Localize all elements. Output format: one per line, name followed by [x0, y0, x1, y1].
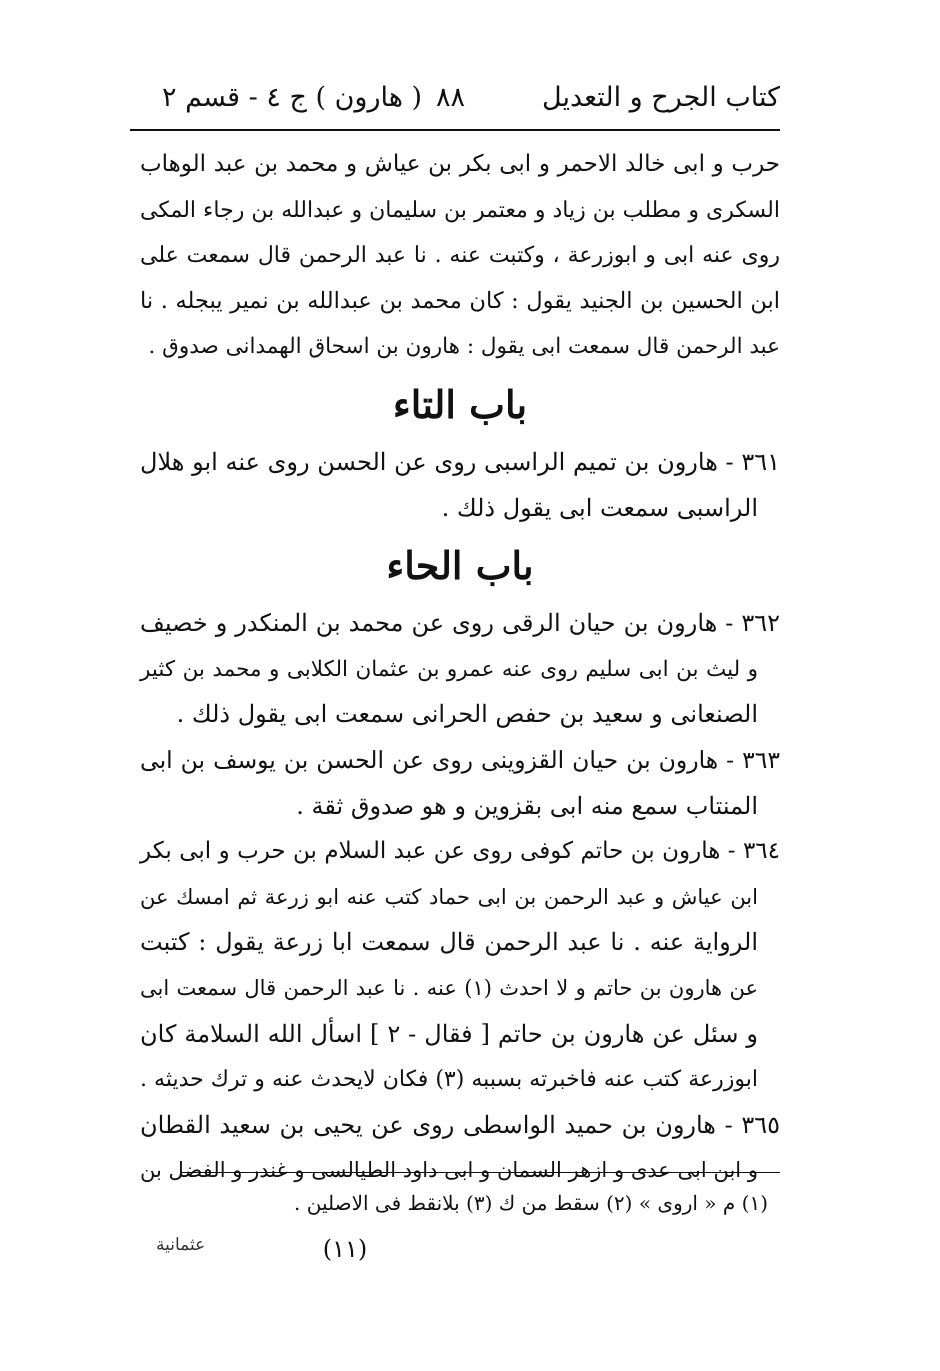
text-line: الرواية عنه . نا عبد الرحمن قال سمعت ابا زرعة يقول : كتبت: [140, 928, 758, 957]
text-line: ابن عياش و عبد الرحمن بن ابى حماد كتب عنه ابو زرعة ثم امسك عن: [140, 884, 758, 909]
entry-365: ٣٦٥ - هارون بن حميد الواسطى روى عن يحيى بن سعيد القطان: [140, 1110, 780, 1139]
entry-364: ٣٦٤ - هارون بن حاتم كوفى روى عن عبد السلام بن حرب و ابى بكر: [140, 838, 780, 865]
entry-362: ٣٦٢ - هارون بن حيان الرقى روى عن محمد بن المنكدر و خصيف: [140, 609, 780, 638]
footnote: (١) م « اروى » (٢) سقط من ك (٣) بلانقط فى الاصلين .: [294, 1191, 768, 1215]
text-line: السكرى و مطلب بن زياد و معتمر بن سليمان و عبدالله بن رجاء المكى: [140, 197, 780, 223]
chapter-heading: باب التاء: [392, 381, 528, 427]
signature-mark: (١١): [322, 1235, 368, 1263]
text-line: و سئل عن هارون بن حاتم [ فقال - ٢ ] اسأل الله السلامة كان: [140, 1019, 758, 1048]
text-line: حرب و ابى خالد الاحمر و ابى بكر بن عياش و محمد بن عبد الوهاب: [140, 151, 780, 177]
entry-363: ٣٦٣ - هارون بن حيان القزوينى روى عن الحسن بن يوسف بن ابى: [140, 745, 780, 774]
book-title: كتاب الجرح و التعديل: [542, 82, 780, 113]
text-line: الراسبى سمعت ابى يقول ذلك .: [441, 493, 758, 522]
text-line: عن هارون بن حاتم و لا احدث (١) عنه . نا عبد الرحمن قال سمعت ابى: [140, 975, 758, 1000]
text-line: و ليث بن ابى سليم روى عنه عمرو بن عثمان الكلابى و محمد بن كثير: [140, 656, 758, 682]
library-stamp: عثمانية: [156, 1235, 206, 1255]
main-text: [140, 142, 780, 1194]
running-header: [150, 76, 780, 120]
chapter-heading: باب الحاء: [386, 543, 534, 589]
footnote-rule: [180, 1172, 780, 1173]
text-line: و ابن ابى عدى و ازهر السمان و ابى داود الطيالسى و غندر و الفضل بن: [140, 1158, 758, 1183]
header-rule: [130, 129, 780, 131]
text-line: الصنعانى و سعيد بن حفص الحرانى سمعت ابى يقول ذلك .: [176, 700, 758, 729]
entry-361: ٣٦١ - هارون بن تميم الراسبى روى عن الحسن روى عنه ابو هلال: [140, 447, 780, 476]
text-line: عبد الرحمن قال سمعت ابى يقول : هارون بن اسحاق الهمدانى صدوق .: [148, 334, 780, 360]
text-line: روى عنه ابى و ابوزرعة ، وكتبت عنه . نا عبد الرحمن قال سمعت على: [140, 243, 780, 269]
section-label: ( هارون ) ج ٤ - قسم ٢: [162, 82, 423, 113]
page-number: ٨٨: [435, 82, 465, 113]
text-line: ابوزرعة كتب عنه فاخبرته بسببه (٣) فكان لايحدث عنه و ترك حديثه .: [140, 1067, 758, 1093]
text-line: ابن الحسين بن الجنيد يقول : كان محمد بن عبدالله بن نمير يبجله . نا: [140, 287, 780, 314]
text-line: المنتاب سمع منه ابى بقزوين و هو صدوق ثقة .: [296, 791, 758, 820]
